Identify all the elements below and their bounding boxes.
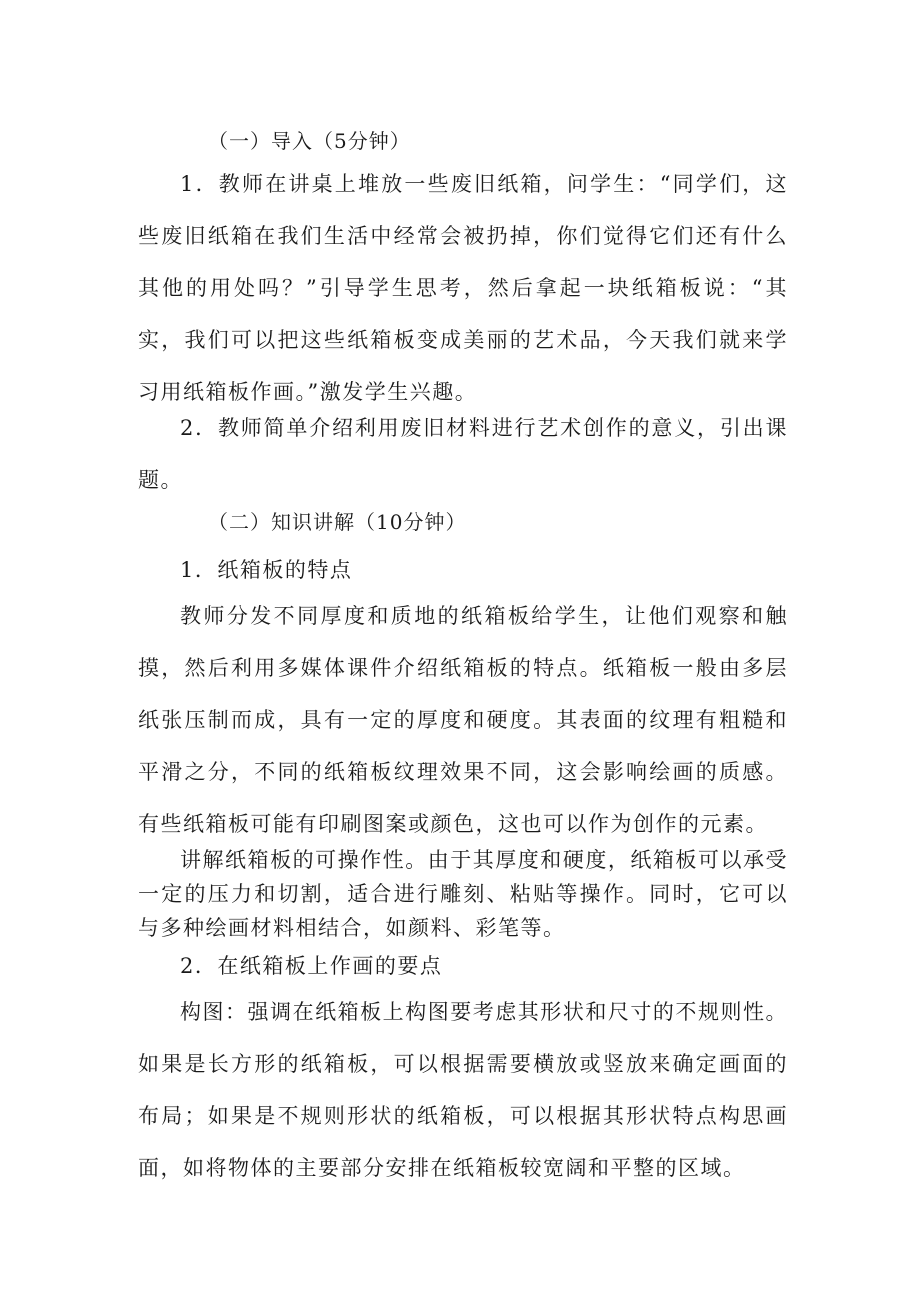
subheading-drawing-points: 2．在纸箱板上作画的要点 xyxy=(180,954,443,978)
subheading-cardboard-features: 1．纸箱板的特点 xyxy=(180,558,353,582)
section-heading-knowledge: （二）知识讲解（10分钟） xyxy=(208,510,467,534)
paragraph-intro-2: 2．教师简单介绍利用废旧材料进行艺术创作的意义，引出课题。 xyxy=(138,416,788,492)
paragraph-intro-1: 1．教师在讲桌上堆放一些废旧纸箱，问学生：“同学们，这些废旧纸箱在我们生活中经常会被扔掉，你们觉得它们还有什么其他的用处吗？”引导学生思考，然后拿起一块纸箱板说：“其实，我们可以把这些纸箱板变成美丽的艺术品，今天我们就来学习用纸箱板作画。”激发学生兴趣。 xyxy=(138,172,788,404)
paragraph-cardboard-features: 教师分发不同厚度和质地的纸箱板给学生，让他们观察和触摸，然后利用多媒体课件介绍纸箱板的特点。纸箱板一般由多层纸张压制而成，具有一定的厚度和硬度。其表面的纹理有粗糙和平滑之分，不同的纸箱板纹理效果不同，这会影响绘画的质感。有些纸箱板可能有印刷图案或颜色，这也可以作为创作的元素。 xyxy=(138,604,788,836)
paragraph-composition: 构图：强调在纸箱板上构图要考虑其形状和尺寸的不规则性。如果是长方形的纸箱板，可以根据需要横放或竖放来确定画面的布局；如果是不规则形状的纸箱板，可以根据其形状特点构思画面，如将物体的主要部分安排在纸箱板较宽阔和平整的区域。 xyxy=(138,1000,788,1180)
paragraph-operability: 讲解纸箱板的可操作性。由于其厚度和硬度，纸箱板可以承受一定的压力和切割，适合进行雕刻、粘贴等操作。同时，它可以与多种绘画材料相结合，如颜料、彩笔等。 xyxy=(138,848,788,940)
section-heading-intro: （一）导入（5分钟） xyxy=(208,129,411,153)
